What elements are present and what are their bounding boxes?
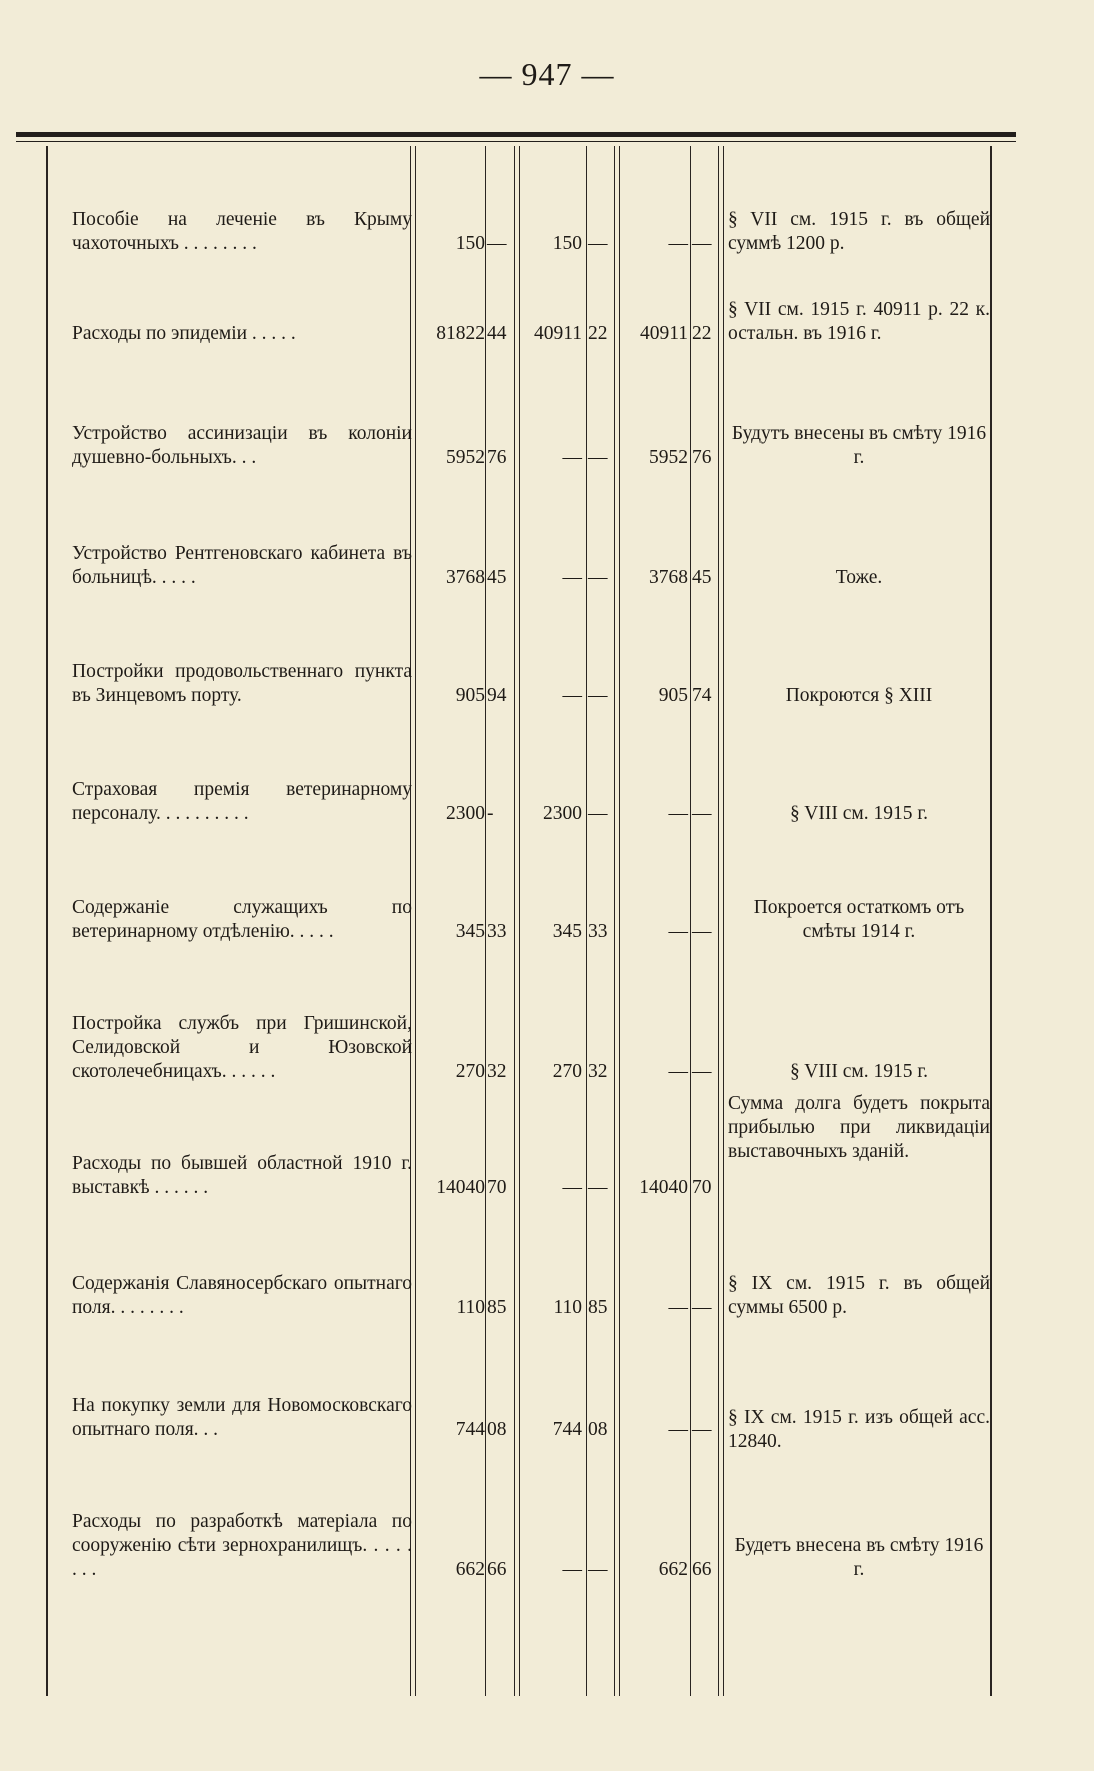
header-rule-thin (16, 141, 1016, 142)
covered-rubles: — (562, 1177, 582, 1198)
row-note: § VIII см. 1915 г. (789, 1061, 928, 1082)
sum-kopecks: 33 (487, 921, 507, 942)
row-description: Содержаніе служащихъ по ветеринарному отдѣленію. . . . . (72, 897, 412, 942)
header-rule-thick (16, 132, 1016, 137)
sum-kopecks: 66 (487, 1559, 507, 1580)
remaining-rubles: 5952 (649, 447, 688, 468)
remaining-kopecks: — (692, 803, 712, 824)
covered-rubles: 345 (552, 921, 582, 942)
sum-rubles: 110 (456, 1297, 485, 1318)
row-description: Устройство Рентгеновскаго кабинета въ больницѣ. . . . . (72, 543, 412, 588)
row-note: Будетъ внесена въ смѣту 1916 г. (734, 1535, 984, 1580)
row-note: Покроются § XIII (785, 685, 933, 706)
covered-rubles: 270 (552, 1061, 582, 1082)
column-rule (690, 146, 691, 1696)
remaining-kopecks: 45 (692, 567, 712, 588)
covered-kopecks: 32 (588, 1061, 608, 1082)
sum-rubles: 81822 (436, 323, 485, 344)
remaining-kopecks: 66 (692, 1559, 712, 1580)
sum-rubles: 14040 (436, 1177, 485, 1198)
row-note: § IX см. 1915 г. въ общей суммы 6500 р. (728, 1273, 990, 1318)
sum-rubles: 5952 (446, 447, 485, 468)
row-note: Тоже. (835, 567, 883, 588)
sum-rubles: 150 (455, 233, 485, 254)
remaining-kopecks: — (692, 921, 712, 942)
remaining-rubles: 40911 (639, 323, 688, 344)
row-description: Устройство ассинизаціи въ колоніи душевно-больныхъ. . . (72, 423, 412, 468)
sum-rubles: 744 (455, 1419, 485, 1440)
sum-kopecks: 76 (487, 447, 507, 468)
sum-kopecks: 32 (487, 1061, 507, 1082)
sum-rubles: 3768 (446, 567, 485, 588)
row-description: Постройки продовольственнаго пункта въ Зинцевомъ порту. (72, 661, 412, 706)
sum-kopecks: - (487, 803, 494, 824)
remaining-kopecks: — (692, 1061, 712, 1082)
covered-kopecks: — (588, 685, 608, 706)
covered-kopecks: 85 (588, 1297, 608, 1318)
sum-kopecks: — (487, 233, 507, 254)
row-note: § IX см. 1915 г. изъ общей асс. 12840. (728, 1407, 990, 1452)
covered-kopecks: 33 (588, 921, 608, 942)
row-description: Страховая премія ветеринарному персоналу. . . . . . . . . . (72, 779, 412, 824)
left-border-line (46, 146, 48, 1696)
row-description: Расходы по бывшей областной 1910 г. выставкѣ . . . . . . (72, 1153, 412, 1198)
covered-kopecks: — (588, 447, 608, 468)
remaining-rubles: — (668, 233, 688, 254)
sum-kopecks: 85 (487, 1297, 507, 1318)
covered-kopecks: 22 (588, 323, 608, 344)
covered-rubles: — (562, 685, 582, 706)
remaining-kopecks: — (692, 1297, 712, 1318)
row-description: На покупку земли для Новомосковскаго опытнаго поля. . . (72, 1395, 412, 1440)
remaining-rubles: — (668, 1419, 688, 1440)
covered-rubles: 150 (552, 233, 582, 254)
remaining-rubles: 3768 (649, 567, 688, 588)
covered-rubles: 40911 (533, 323, 582, 344)
sum-rubles: 905 (455, 685, 485, 706)
remaining-kopecks: 70 (692, 1177, 712, 1198)
row-note: Сумма долга будетъ покрыта прибылью при ликвидаціи выставочныхъ зданій. (728, 1093, 990, 1162)
row-description: Пособіе на леченіе въ Крыму чахоточныхъ . . . . . . . . (72, 209, 412, 254)
row-description: Постройка службъ при Гришинской, Селидовской и Юзовской скотолечебницахъ. . . . . . (72, 1013, 412, 1082)
row-description: Содержанія Славяносербскаго опытнаго поля. . . . . . . . (72, 1273, 412, 1318)
covered-kopecks: 08 (588, 1419, 608, 1440)
right-border-line (990, 146, 992, 1696)
remaining-kopecks: — (692, 1419, 712, 1440)
covered-rubles: — (562, 1559, 582, 1580)
remaining-rubles: — (668, 1297, 688, 1318)
covered-kopecks: — (588, 803, 608, 824)
covered-kopecks: — (588, 233, 608, 254)
covered-kopecks: — (588, 567, 608, 588)
sum-kopecks: 44 (487, 323, 507, 344)
covered-kopecks: — (588, 1177, 608, 1198)
sum-rubles: 345 (455, 921, 485, 942)
sum-kopecks: 70 (487, 1177, 507, 1198)
remaining-kopecks: 74 (692, 685, 712, 706)
remaining-kopecks: 22 (692, 323, 712, 344)
remaining-rubles: 905 (658, 685, 688, 706)
page-number: — 947 — (479, 56, 615, 92)
row-note: Покроется остаткомъ отъ смѣты 1914 г. (753, 897, 965, 942)
covered-rubles: 744 (552, 1419, 582, 1440)
remaining-rubles: — (668, 803, 688, 824)
sum-kopecks: 94 (487, 685, 507, 706)
column-rule (718, 146, 724, 1696)
sum-rubles: 662 (455, 1559, 485, 1580)
covered-rubles: — (562, 447, 582, 468)
row-note: § VII см. 1915 г. 40911 р. 22 к. остальн. въ 1916 г. (728, 299, 990, 344)
row-description: Расходы по разработкѣ матеріала по сооруженію сѣти зернохранилищъ. . . . . . . . (72, 1511, 412, 1580)
column-rule (485, 146, 486, 1696)
sum-rubles: 2300 (446, 803, 485, 824)
row-note: § VIII см. 1915 г. (789, 803, 928, 824)
remaining-rubles: — (668, 1061, 688, 1082)
column-rule (586, 146, 587, 1696)
sum-rubles: 270 (455, 1061, 485, 1082)
covered-rubles: — (562, 567, 582, 588)
covered-kopecks: — (588, 1559, 608, 1580)
remaining-rubles: — (668, 921, 688, 942)
sum-kopecks: 45 (487, 567, 507, 588)
remaining-rubles: 662 (658, 1559, 688, 1580)
remaining-kopecks: — (692, 233, 712, 254)
remaining-rubles: 14040 (639, 1177, 688, 1198)
sum-kopecks: 08 (487, 1419, 507, 1440)
covered-rubles: 110 (553, 1297, 582, 1318)
row-note: § VII см. 1915 г. въ общей суммѣ 1200 р. (728, 209, 990, 254)
remaining-kopecks: 76 (692, 447, 712, 468)
row-description: Расходы по эпидеміи . . . . . (72, 323, 296, 344)
row-note: Будутъ внесены въ смѣту 1916 г. (731, 423, 987, 468)
covered-rubles: 2300 (543, 803, 582, 824)
